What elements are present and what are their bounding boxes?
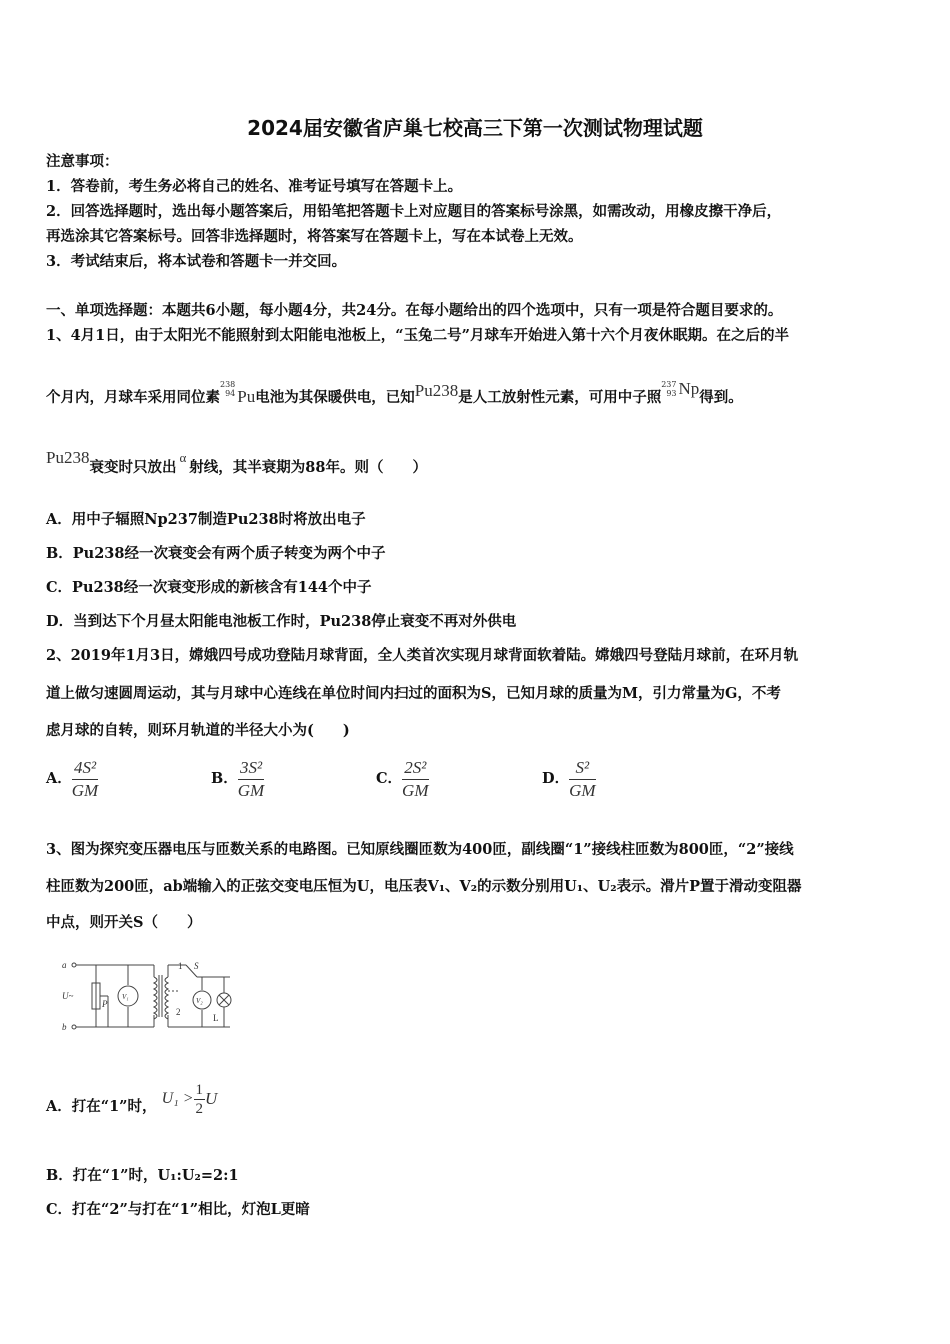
q2-option-a bbox=[46, 754, 98, 804]
option-label: B． bbox=[211, 770, 238, 787]
fraction bbox=[238, 757, 264, 802]
notice-item: 再选涂其它答案标号。回答非选择题时，将答案写在答题卡上，写在本试卷上无效。 bbox=[46, 228, 583, 245]
q1-text: 是人工放射性元素，可用中子照 bbox=[458, 389, 662, 406]
q3-option-c: C．打在“2”与打在“1”相比，灯泡L更暗 bbox=[46, 1201, 310, 1218]
np-isotope-numbers bbox=[661, 380, 676, 398]
question-3-line-3: 中点，则开关S（ ） bbox=[46, 914, 202, 931]
label-a: a bbox=[62, 960, 67, 970]
np-atomic-number: 93 bbox=[666, 389, 677, 398]
option-label: A． bbox=[46, 770, 72, 787]
q2-option-d bbox=[542, 754, 596, 804]
q1-text: 衰变时只放出 bbox=[89, 459, 177, 476]
option-label: D． bbox=[542, 770, 570, 787]
inequality-lhs: U₁ > bbox=[161, 1090, 194, 1107]
option-label: C． bbox=[376, 770, 403, 787]
question-2-line-3: 虑月球的自转，则环月轨道的半径大小为( ) bbox=[46, 722, 350, 739]
pu238-label: Pu238 bbox=[46, 448, 90, 467]
notice-heading: 注意事项： bbox=[46, 153, 119, 170]
section-heading: 一、单项选择题：本题共6小题，每小题4分，共24分。在每小题给出的四个选项中，只有一项是符合题目要求的。 bbox=[46, 302, 783, 319]
q1-text: 电池为其保暖供电，已知 bbox=[255, 389, 415, 406]
label-2: 2 bbox=[176, 1007, 181, 1017]
fraction-denominator: GM bbox=[237, 780, 265, 800]
pu-symbol: Pu bbox=[237, 387, 256, 406]
fraction-numerator: S² bbox=[569, 757, 595, 780]
inequality-rhs bbox=[205, 1074, 217, 1124]
fraction-denominator: GM bbox=[569, 780, 596, 800]
q1-option-a: A．用中子辐照Np237制造Pu238时将放出电子 bbox=[46, 511, 366, 528]
q1-option-b: B．Pu238经一次衰变会有两个质子转变为两个中子 bbox=[46, 545, 386, 562]
fraction-half bbox=[194, 1081, 206, 1118]
fraction bbox=[402, 757, 428, 802]
fraction-denominator: 2 bbox=[195, 1100, 204, 1117]
secondary-coil bbox=[165, 977, 168, 1019]
fraction-numerator: 2S² bbox=[402, 757, 428, 780]
label-v1: V₁ bbox=[122, 993, 129, 1001]
transformer-circuit-diagram bbox=[62, 955, 242, 1035]
pu-mass-number: 238 bbox=[220, 380, 236, 389]
fraction bbox=[569, 757, 595, 802]
page-title: 2024届安徽省庐巢七校高三下第一次测试物理试题 bbox=[247, 116, 703, 140]
notice-item: 2．回答选择题时，选出每小题答案后，用铅笔把答题卡上对应题目的答案标号涂黑，如需改动，用橡皮擦干净后， bbox=[46, 203, 782, 220]
q2-options bbox=[46, 754, 906, 804]
primary-coil bbox=[154, 977, 157, 1019]
pu238-label: Pu238 bbox=[414, 381, 459, 400]
label-b: b bbox=[62, 1022, 67, 1032]
notice-item: 1．答卷前，考生务必将自己的姓名、准考证号填写在答题卡上。 bbox=[46, 178, 463, 195]
question-1-line-1: 1、4月1日，由于太阳光不能照射到太阳能电池板上，“玉兔二号”月球车开始进入第十六个月夜休眠期。在之后的半 bbox=[46, 327, 789, 344]
pu-isotope-numbers bbox=[220, 380, 235, 398]
question-1-line-3 bbox=[46, 450, 906, 485]
question-1-line-2 bbox=[46, 380, 906, 415]
fraction-numerator: 4S² bbox=[72, 757, 98, 780]
label-l: L bbox=[213, 1013, 219, 1023]
fraction-denominator: GM bbox=[402, 780, 429, 800]
terminal-a bbox=[72, 963, 76, 967]
q2-option-c bbox=[376, 754, 429, 804]
question-3-line-1: 3、图为探究变压器电压与匝数关系的电路图。已知原线圈匝数为400匝，副线圈“1”接线柱匝数为800匝，“2”接线 bbox=[46, 841, 794, 858]
question-2-line-1: 2、2019年1月3日，嫦娥四号成功登陆月球背面，全人类首次实现月球背面软着陆。嫦娥四号登陆月球前，在环月轨 bbox=[46, 647, 799, 664]
rhs-symbol: U bbox=[205, 1089, 218, 1108]
pu-atomic-number: 94 bbox=[225, 389, 236, 398]
label-s: S bbox=[194, 961, 199, 971]
question-2-line-2: 道上做匀速圆周运动，其与月球中心连线在单位时间内扫过的面积为S，已知月球的质量为M，引力常量为G，不考 bbox=[46, 685, 781, 702]
alpha-symbol: α bbox=[179, 450, 187, 465]
notice-item: 3．考试结束后，将本试卷和答题卡一并交回。 bbox=[46, 253, 347, 270]
label-p: P bbox=[102, 999, 108, 1009]
label-1: 1 bbox=[178, 961, 183, 971]
option-text: A．打在“1”时， bbox=[46, 1098, 157, 1115]
fraction bbox=[72, 757, 98, 802]
q2-option-b bbox=[211, 754, 264, 804]
fraction-numerator: 1 bbox=[195, 1081, 204, 1098]
q1-text: 得到。 bbox=[699, 389, 743, 406]
q3-option-a bbox=[46, 1082, 906, 1132]
terminal-b bbox=[72, 1025, 76, 1029]
q1-text: 射线，其半衰期为88年。则（ ） bbox=[189, 459, 427, 476]
q1-option-d: D．当到达下个月昼太阳能电池板工作时，Pu238停止衰变不再对外供电 bbox=[46, 613, 517, 630]
label-v2: V₂ bbox=[196, 997, 203, 1005]
inequality bbox=[162, 1074, 194, 1124]
fraction-denominator: GM bbox=[71, 780, 99, 800]
q1-option-c: C．Pu238经一次衰变形成的新核含有144个中子 bbox=[46, 579, 372, 596]
fraction-numerator: 3S² bbox=[238, 757, 264, 780]
np-mass-number: 237 bbox=[661, 380, 677, 389]
question-3-line-2: 柱匝数为200匝，ab端输入的正弦交变电压恒为U，电压表V₁、V₂的示数分别用U₁、U₂表示。滑片P置于滑动变阻器 bbox=[46, 878, 802, 895]
q3-option-b: B．打在“1”时，U₁:U₂=2:1 bbox=[46, 1167, 239, 1184]
q1-text: 个月内，月球车采用同位素 bbox=[46, 389, 220, 406]
np-symbol: Np bbox=[678, 379, 700, 398]
label-u: U~ bbox=[62, 991, 74, 1001]
